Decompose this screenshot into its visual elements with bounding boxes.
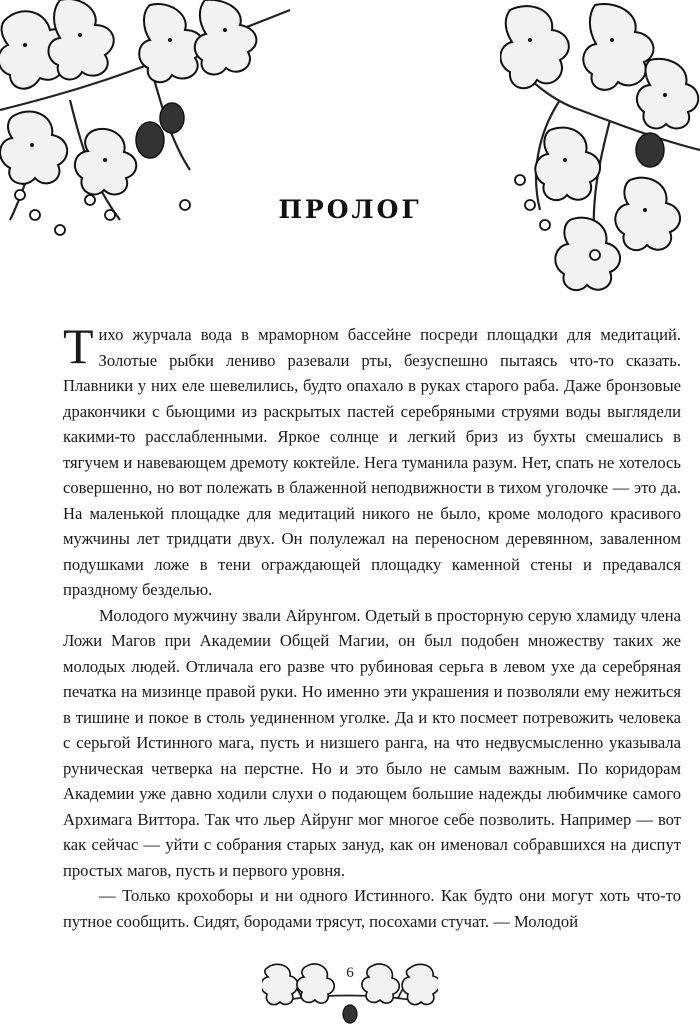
body-text bbox=[63, 318, 681, 934]
paragraph-1-text: ихо журчала вода в мраморном бассейне посреди площадки для медитаций. Золотые рыбки лениво разевали рты, безуспешно пытаясь что-то сказать. Плавники у них еле шевелились, будто опахало в руках старого раба. Даже бронзовые дракончики с бьющими из раскрытых пастей серебряными струями воды выглядели какими-то расслабленными. Яркое солнце и легкий бриз из бухты смешались в тягучем и навевающем дремоту коктейле. Нега туманила разум. Нет, спать не хотелось совершенно, но вот полежать в блаженной неподвижности в тихом уголочке — это да. На маленькой площадке для медитаций никого не было, кроме молодого красивого мужчины лет тридцати двух. Он полулежал на переносном деревянном, заваленном подушками ложе в тени ограждающей площадку каменной стены и предавался праздному безделью. bbox=[63, 325, 681, 599]
chapter-title: ПРОЛОГ bbox=[278, 194, 422, 224]
page-number: 6 bbox=[346, 965, 354, 981]
drop-cap: Т bbox=[63, 318, 94, 374]
paragraph-3: — Только крохоборы и ни одного Истинного. Как будто они могут хоть что-то путное сообщить. Сидят, бородами трясут, посохами стучат. — Молодой bbox=[63, 886, 681, 931]
paragraph-1 bbox=[63, 318, 681, 603]
oak-ornament-bottom bbox=[262, 948, 438, 1028]
paragraph-2: Молодого мужчину звали Айрунгом. Одетый в просторную серую хламиду члена Ложи Магов при Академии Общей Магии, он был подобен множеству таких же молодых людей. Отличала его разве что рубиновая серьга в левом ухе да серебряная печатка на мизинце правой руки. Но именно эти украшения и позволяли ему нежиться в тишине и покое в столь уединенном уголке. Да и кто посмеет потревожить человека с серьгой Истинного мага, пусть и низшего ранга, на что недвусмысленно указывала руническая четверка на перстне. Но и это было не самым важным. По коридорам Академии уже давно ходили слухи о подающем большие надежды любимчике самого Архимага Виттора. Так что льер Айрунг мог многое себе позволить. Например — вот как сейчас — уйти с собрания старых зануд, как он именовал собравшихся на диспут простых магов, пусть и первого уровня. bbox=[63, 605, 681, 880]
oak-branch-illustration-top-right bbox=[500, 0, 700, 300]
